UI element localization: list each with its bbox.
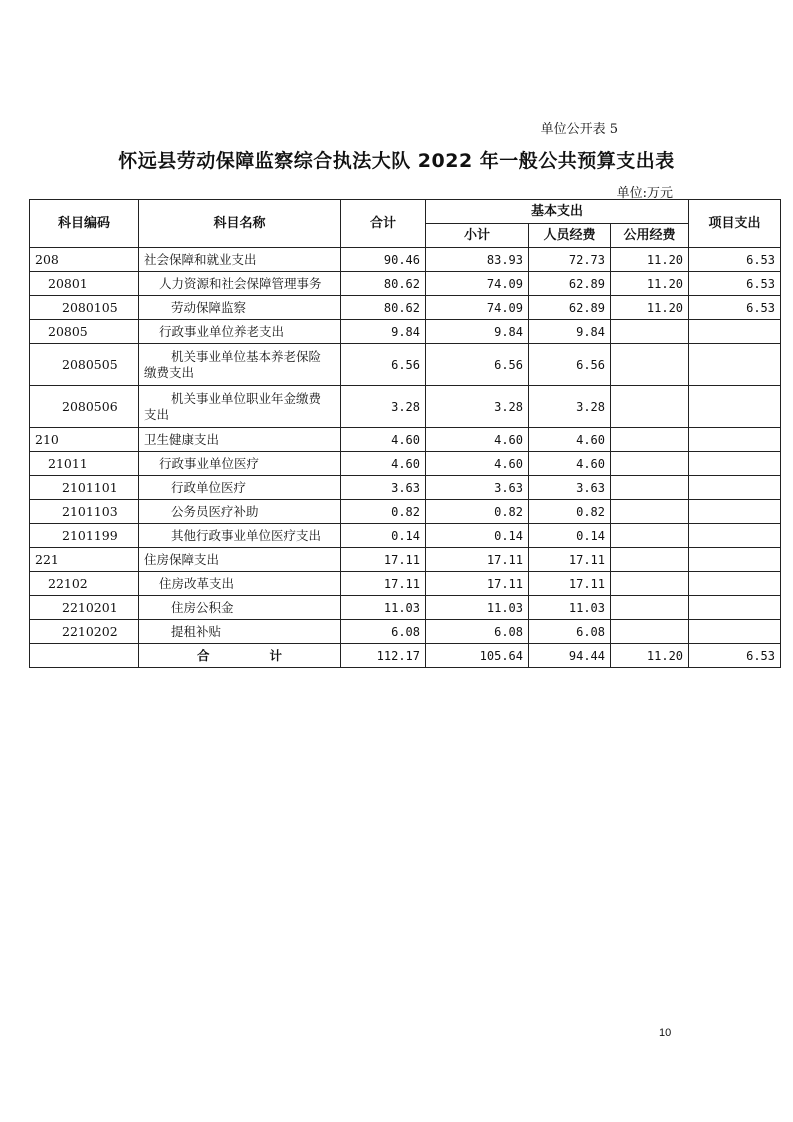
row-name: 行政单位医疗 bbox=[139, 476, 341, 500]
row-name: 其他行政事业单位医疗支出 bbox=[139, 524, 341, 548]
total-public: 11.20 bbox=[611, 644, 689, 668]
row-code: 2080505 bbox=[30, 344, 139, 386]
row-name: 行政事业单位医疗 bbox=[139, 452, 341, 476]
unit-label: 单位:万元 bbox=[616, 186, 673, 201]
table-row bbox=[30, 620, 781, 644]
table-row bbox=[30, 524, 781, 548]
row-name-line-1: 机关事业单位基本养老保险 bbox=[171, 348, 322, 364]
table-row bbox=[30, 428, 781, 452]
table-row bbox=[30, 572, 781, 596]
row-total: 4.60 bbox=[341, 428, 426, 452]
row-total: 0.82 bbox=[341, 500, 426, 524]
row-subtotal: 17.11 bbox=[426, 572, 529, 596]
row-project bbox=[689, 476, 781, 500]
row-code: 208 bbox=[30, 248, 139, 272]
page-number: 10 bbox=[659, 1027, 672, 1039]
row-public bbox=[611, 620, 689, 644]
table-row bbox=[30, 452, 781, 476]
total-total: 112.17 bbox=[341, 644, 426, 668]
row-total: 80.62 bbox=[341, 296, 426, 320]
total-label-b: 计 bbox=[269, 647, 283, 663]
header-public: 公用经费 bbox=[611, 224, 689, 248]
row-personnel: 0.82 bbox=[529, 500, 611, 524]
row-public bbox=[611, 572, 689, 596]
row-project: 6.53 bbox=[689, 272, 781, 296]
row-code: 2080506 bbox=[30, 386, 139, 428]
row-personnel: 9.84 bbox=[529, 320, 611, 344]
row-personnel: 11.03 bbox=[529, 596, 611, 620]
row-code: 21011 bbox=[30, 452, 139, 476]
header-personnel: 人员经费 bbox=[529, 224, 611, 248]
row-public bbox=[611, 548, 689, 572]
row-project: 6.53 bbox=[689, 296, 781, 320]
row-personnel: 62.89 bbox=[529, 272, 611, 296]
table-row bbox=[30, 248, 781, 272]
row-public bbox=[611, 386, 689, 428]
row-total: 3.28 bbox=[341, 386, 426, 428]
table-row bbox=[30, 344, 781, 386]
page-title: 怀远县劳动保障监察综合执法大队 2022 年一般公共预算支出表 bbox=[118, 150, 675, 172]
table-row bbox=[30, 386, 781, 428]
row-project bbox=[689, 386, 781, 428]
row-public bbox=[611, 344, 689, 386]
total-project: 6.53 bbox=[689, 644, 781, 668]
row-total: 90.46 bbox=[341, 248, 426, 272]
row-name: 住房保障支出 bbox=[139, 548, 341, 572]
row-subtotal: 74.09 bbox=[426, 296, 529, 320]
row-subtotal: 4.60 bbox=[426, 452, 529, 476]
row-public bbox=[611, 452, 689, 476]
row-code: 2080105 bbox=[30, 296, 139, 320]
row-project bbox=[689, 320, 781, 344]
row-total: 17.11 bbox=[341, 548, 426, 572]
total-row bbox=[30, 644, 781, 668]
row-project bbox=[689, 596, 781, 620]
row-name-line-2: 支出 bbox=[144, 406, 170, 422]
row-personnel: 17.11 bbox=[529, 572, 611, 596]
row-code: 2210201 bbox=[30, 596, 139, 620]
row-project bbox=[689, 344, 781, 386]
row-public bbox=[611, 476, 689, 500]
row-project bbox=[689, 620, 781, 644]
row-name-line-1: 机关事业单位职业年金缴费 bbox=[171, 390, 322, 406]
row-public bbox=[611, 428, 689, 452]
row-name: 住房改革支出 bbox=[139, 572, 341, 596]
table-label: 单位公开表 5 bbox=[540, 122, 618, 137]
row-public bbox=[611, 524, 689, 548]
header-name: 科目名称 bbox=[139, 200, 341, 248]
row-total: 6.08 bbox=[341, 620, 426, 644]
row-subtotal: 0.14 bbox=[426, 524, 529, 548]
row-subtotal: 3.63 bbox=[426, 476, 529, 500]
row-subtotal: 3.28 bbox=[426, 386, 529, 428]
row-subtotal: 0.82 bbox=[426, 500, 529, 524]
row-total: 11.03 bbox=[341, 596, 426, 620]
row-personnel: 62.89 bbox=[529, 296, 611, 320]
total-personnel: 94.44 bbox=[529, 644, 611, 668]
header-total: 合计 bbox=[341, 200, 426, 248]
row-name: 公务员医疗补助 bbox=[139, 500, 341, 524]
row-personnel: 17.11 bbox=[529, 548, 611, 572]
row-personnel: 0.14 bbox=[529, 524, 611, 548]
row-name: 人力资源和社会保障管理事务 bbox=[139, 272, 341, 296]
table-row bbox=[30, 476, 781, 500]
row-code: 20801 bbox=[30, 272, 139, 296]
row-subtotal: 17.11 bbox=[426, 548, 529, 572]
row-name bbox=[139, 386, 341, 428]
budget-table bbox=[29, 199, 781, 668]
row-project bbox=[689, 500, 781, 524]
row-name: 卫生健康支出 bbox=[139, 428, 341, 452]
row-total: 6.56 bbox=[341, 344, 426, 386]
row-project: 6.53 bbox=[689, 248, 781, 272]
row-subtotal: 11.03 bbox=[426, 596, 529, 620]
header-code: 科目编码 bbox=[30, 200, 139, 248]
row-public: 11.20 bbox=[611, 272, 689, 296]
row-subtotal: 6.08 bbox=[426, 620, 529, 644]
row-code: 20805 bbox=[30, 320, 139, 344]
row-name: 提租补贴 bbox=[139, 620, 341, 644]
row-name: 社会保障和就业支出 bbox=[139, 248, 341, 272]
row-name: 住房公积金 bbox=[139, 596, 341, 620]
row-total: 3.63 bbox=[341, 476, 426, 500]
total-subtotal: 105.64 bbox=[426, 644, 529, 668]
table-row bbox=[30, 320, 781, 344]
row-code: 2210202 bbox=[30, 620, 139, 644]
row-name bbox=[139, 344, 341, 386]
row-code: 210 bbox=[30, 428, 139, 452]
row-personnel: 6.08 bbox=[529, 620, 611, 644]
row-personnel: 4.60 bbox=[529, 428, 611, 452]
row-project bbox=[689, 572, 781, 596]
row-subtotal: 74.09 bbox=[426, 272, 529, 296]
row-project bbox=[689, 524, 781, 548]
row-name-line-2: 缴费支出 bbox=[144, 364, 195, 380]
row-subtotal: 9.84 bbox=[426, 320, 529, 344]
row-personnel: 4.60 bbox=[529, 452, 611, 476]
table-row bbox=[30, 272, 781, 296]
header-project: 项目支出 bbox=[689, 200, 781, 248]
row-total: 4.60 bbox=[341, 452, 426, 476]
table-row bbox=[30, 500, 781, 524]
row-code: 22102 bbox=[30, 572, 139, 596]
row-personnel: 6.56 bbox=[529, 344, 611, 386]
row-project bbox=[689, 452, 781, 476]
row-public: 11.20 bbox=[611, 296, 689, 320]
table-row bbox=[30, 296, 781, 320]
row-subtotal: 6.56 bbox=[426, 344, 529, 386]
table-row bbox=[30, 596, 781, 620]
row-name: 劳动保障监察 bbox=[139, 296, 341, 320]
row-name: 行政事业单位养老支出 bbox=[139, 320, 341, 344]
row-total: 0.14 bbox=[341, 524, 426, 548]
row-total: 17.11 bbox=[341, 572, 426, 596]
row-public bbox=[611, 596, 689, 620]
row-project bbox=[689, 548, 781, 572]
total-label bbox=[139, 644, 341, 668]
row-personnel: 72.73 bbox=[529, 248, 611, 272]
row-total: 9.84 bbox=[341, 320, 426, 344]
total-code-empty bbox=[30, 644, 139, 668]
row-public: 11.20 bbox=[611, 248, 689, 272]
row-public bbox=[611, 500, 689, 524]
row-code: 221 bbox=[30, 548, 139, 572]
row-project bbox=[689, 428, 781, 452]
table-row bbox=[30, 548, 781, 572]
total-label-a: 合 bbox=[196, 647, 210, 663]
row-code: 2101101 bbox=[30, 476, 139, 500]
row-public bbox=[611, 320, 689, 344]
row-code: 2101199 bbox=[30, 524, 139, 548]
row-subtotal: 4.60 bbox=[426, 428, 529, 452]
row-personnel: 3.28 bbox=[529, 386, 611, 428]
header-subtotal: 小计 bbox=[426, 224, 529, 248]
row-code: 2101103 bbox=[30, 500, 139, 524]
row-subtotal: 83.93 bbox=[426, 248, 529, 272]
header-basic: 基本支出 bbox=[426, 200, 689, 224]
row-total: 80.62 bbox=[341, 272, 426, 296]
row-personnel: 3.63 bbox=[529, 476, 611, 500]
